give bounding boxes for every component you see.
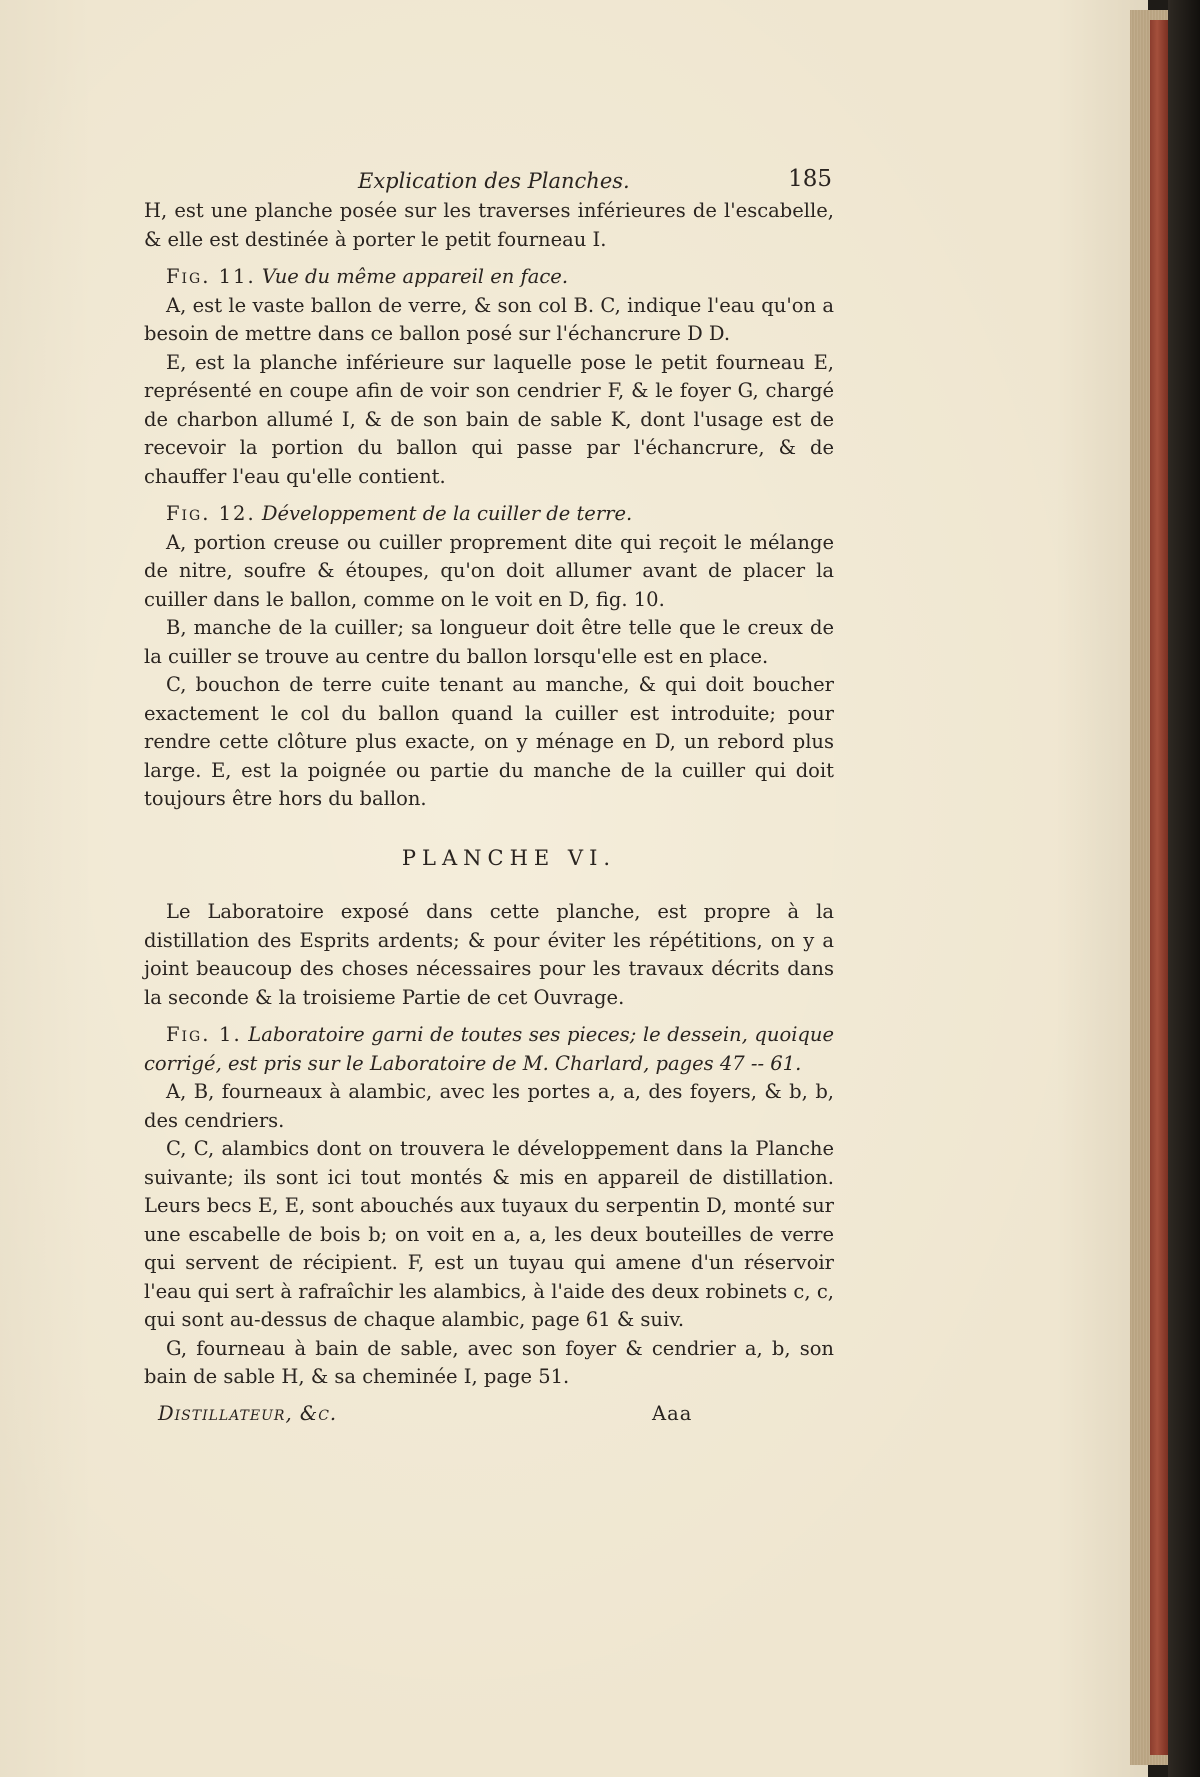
fig1-paragraph-g: G, fourneau à bain de sable, avec son foyer & cendrier a, b, son bain de sable H, & sa cheminée I, page 51.: [144, 1336, 834, 1388]
fig12-label: Fig. 12.: [166, 502, 256, 525]
fig11-intro-paragraph: H, est une planche posée sur les traverses inférieures de l'escabelle, & elle est destinée à porter le petit fourneau I.: [144, 199, 834, 251]
running-title: Explication des Planches.: [358, 169, 630, 193]
fig1-paragraph-c: C, C, alambics dont on trouvera le développement dans la Planche suivante; ils sont ici tout montés & mis en appareil de distillation. Leurs becs E, E, sont abouchés aux tuyaux du serpentin D, monté sur une escabelle de bois b; on voit en a, a, les deux bouteilles de verre qui servent de récipient. F, est un tuyau qui amene d'un réservoir l'eau qui sert à rafraîchir les alambics, à l'aide des deux robinets c, c, qui sont au-dessus de chaque alambic, page 61 & suiv.: [144, 1137, 834, 1331]
footer-signature: Distillateur, &c.: [158, 1401, 338, 1425]
fig12-paragraph-a: A, portion creuse ou cuiller proprement dite qui reçoit le mélange de nitre, soufre & étoupes, qu'on doit allumer avant de placer la cuiller dans le ballon, comme on le voit en D, fig. 10.: [144, 530, 834, 611]
text-block: [144, 165, 834, 1432]
red-page-edge: [1150, 20, 1168, 1755]
fig12-paragraph-b: B, manche de la cuiller; sa longueur doit être telle que le creux de la cuiller se trouve au centre du ballon lorsqu'elle est en place.: [144, 616, 834, 668]
fig11-paragraph-e: E, est la planche inférieure sur laquelle pose le petit fourneau E, représenté en coupe afin de voir son cendrier F, & le foyer G, chargé de charbon allumé I, & de son bain de sable K, dont l'usage est de recevoir la portion du ballon qui passe par l'échancrure, & de chauffer l'eau qu'elle contient.: [144, 350, 834, 488]
fig12-paragraph-c: C, bouchon de terre cuite tenant au manche, & qui doit boucher exactement le col du ballon quand la cuiller est introduite; pour rendre cette clôture plus exacte, on y ménage en D, un rebord plus large. E, est la poignée ou partie du manche de la cuiller qui doit toujours être hors du ballon.: [144, 673, 834, 810]
fig1-caption: Laboratoire garni de toutes ses pieces; le dessein, quoique corrigé, est pris sur le Laboratoire de M. Charlard, pages 47 -- 61.: [144, 1023, 835, 1075]
fig1-label: Fig. 1.: [166, 1023, 242, 1046]
fig11-caption: Vue du même appareil en face.: [261, 265, 569, 288]
plate-heading: PLANCHE VI.: [401, 845, 617, 870]
binding-shadow: [1168, 0, 1200, 1777]
fig11-paragraph-a: A, est le vaste ballon de verre, & son col B. C, indique l'eau qu'on a besoin de mettre dans ce ballon posé sur l'échancrure D D.: [144, 293, 834, 345]
running-header: [144, 165, 834, 197]
fig1-heading: [144, 1021, 834, 1078]
fig11-heading: [144, 263, 834, 292]
signature-mark: Aaa: [652, 1401, 693, 1425]
plate-intro-paragraph: Le Laboratoire exposé dans cette planche, est propre à la distillation des Esprits ardents; & pour éviter les répétitions, on y a joint beaucoup des choses nécessaires pour les travaux décrits dans la seconde & la troisieme Partie de cet Ouvrage.: [144, 900, 834, 1009]
fig1-paragraph-ab: A, B, fourneaux à alambic, avec les portes a, a, des foyers, & b, b, des cendriers.: [144, 1080, 834, 1132]
page-footer: [144, 1398, 834, 1432]
fig12-heading: [144, 500, 834, 529]
page-number: 185: [788, 166, 832, 192]
fig11-label: Fig. 11.: [166, 265, 256, 288]
fig12-caption: Développement de la cuiller de terre.: [261, 502, 633, 525]
